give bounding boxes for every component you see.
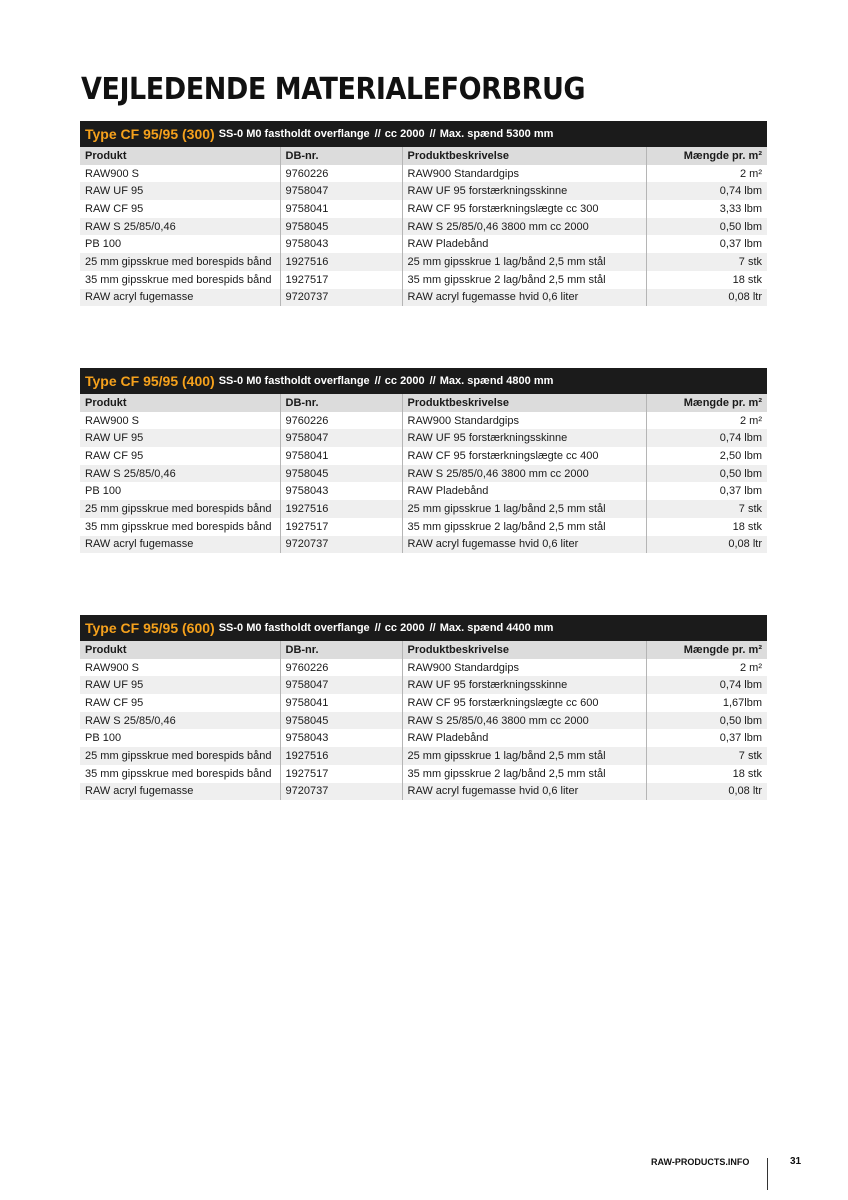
cell-db-nr: 9758043 [280, 729, 402, 747]
section-cc: cc 2000 [384, 375, 425, 387]
cell-db-nr: 9720737 [280, 289, 402, 307]
cell-maengde: 2 m² [646, 165, 767, 183]
cell-maengde: 0,50 lbm [646, 218, 767, 236]
cell-beskrivelse: RAW UF 95 forstærkningsskinne [402, 182, 646, 200]
cell-maengde: 0,74 lbm [646, 429, 767, 447]
cell-db-nr: 9720737 [280, 783, 402, 801]
cell-beskrivelse: RAW900 Standardgips [402, 659, 646, 677]
cell-maengde: 7 stk [646, 500, 767, 518]
cell-produkt: 25 mm gipsskrue med borespids bånd [80, 747, 280, 765]
table-row [80, 271, 767, 289]
materials-table [80, 147, 767, 306]
cell-db-nr: 9758045 [280, 218, 402, 236]
table-header-row [80, 394, 767, 412]
table-row [80, 500, 767, 518]
cell-produkt: RAW CF 95 [80, 694, 280, 712]
table-row [80, 200, 767, 218]
column-header-db-nr: DB-nr. [280, 641, 402, 659]
cell-produkt: RAW S 25/85/0,46 [80, 218, 280, 236]
table-row [80, 412, 767, 430]
cell-beskrivelse: RAW UF 95 forstærkningsskinne [402, 429, 646, 447]
section-type: Type CF 95/95 (300) [85, 126, 215, 142]
cell-db-nr: 1927516 [280, 747, 402, 765]
table-row [80, 694, 767, 712]
cell-beskrivelse: RAW acryl fugemasse hvid 0,6 liter [402, 289, 646, 307]
section-cc: cc 2000 [384, 128, 425, 140]
cell-beskrivelse: 35 mm gipsskrue 2 lag/bånd 2,5 mm stål [402, 271, 646, 289]
cell-maengde: 1,67lbm [646, 694, 767, 712]
cell-beskrivelse: RAW CF 95 forstærkningslægte cc 600 [402, 694, 646, 712]
cell-db-nr: 9760226 [280, 412, 402, 430]
cell-beskrivelse: RAW S 25/85/0,46 3800 mm cc 2000 [402, 712, 646, 730]
cell-db-nr: 9760226 [280, 165, 402, 183]
table-row [80, 235, 767, 253]
cell-beskrivelse: RAW Pladebånd [402, 729, 646, 747]
cell-beskrivelse: 35 mm gipsskrue 2 lag/bånd 2,5 mm stål [402, 765, 646, 783]
cell-produkt: 35 mm gipsskrue med borespids bånd [80, 518, 280, 536]
cell-beskrivelse: RAW CF 95 forstærkningslægte cc 400 [402, 447, 646, 465]
materials-table [80, 641, 767, 800]
cell-produkt: 25 mm gipsskrue med borespids bånd [80, 253, 280, 271]
cell-db-nr: 1927517 [280, 765, 402, 783]
table-row [80, 447, 767, 465]
cell-produkt: RAW UF 95 [80, 676, 280, 694]
section-fire-class: SS-0 M0 fastholdt overflange [218, 128, 370, 140]
cell-produkt: RAW CF 95 [80, 200, 280, 218]
cell-produkt: RAW acryl fugemasse [80, 783, 280, 801]
section-span: Max. spænd 4400 mm [439, 622, 554, 634]
cell-beskrivelse: RAW900 Standardgips [402, 412, 646, 430]
section-span: Max. spænd 4800 mm [439, 375, 554, 387]
cell-beskrivelse: 25 mm gipsskrue 1 lag/bånd 2,5 mm stål [402, 253, 646, 271]
table-row [80, 289, 767, 307]
cell-produkt: RAW S 25/85/0,46 [80, 712, 280, 730]
section-separator: // [429, 375, 436, 387]
cell-maengde: 2 m² [646, 659, 767, 677]
footer-divider [767, 1158, 768, 1190]
section-span: Max. spænd 5300 mm [439, 128, 554, 140]
page-title: VEJLEDENDE MATERIALEFORBRUG [81, 72, 586, 107]
cell-maengde: 0,08 ltr [646, 289, 767, 307]
table-row [80, 465, 767, 483]
cell-maengde: 0,08 ltr [646, 536, 767, 554]
cell-maengde: 18 stk [646, 765, 767, 783]
cell-db-nr: 1927516 [280, 500, 402, 518]
material-section-600 [80, 615, 767, 800]
column-header-beskrivelse: Produktbeskrivelse [402, 641, 646, 659]
cell-maengde: 7 stk [646, 253, 767, 271]
table-header-row [80, 641, 767, 659]
cell-beskrivelse: RAW900 Standardgips [402, 165, 646, 183]
table-row [80, 253, 767, 271]
cell-produkt: PB 100 [80, 482, 280, 500]
column-header-db-nr: DB-nr. [280, 147, 402, 165]
table-row [80, 429, 767, 447]
material-section-400 [80, 368, 767, 553]
section-fire-class: SS-0 M0 fastholdt overflange [218, 622, 370, 634]
cell-db-nr: 9758041 [280, 200, 402, 218]
section-separator: // [429, 622, 436, 634]
cell-db-nr: 9758047 [280, 676, 402, 694]
column-header-produkt: Produkt [80, 394, 280, 412]
cell-maengde: 0,37 lbm [646, 482, 767, 500]
table-row [80, 536, 767, 554]
table-row [80, 676, 767, 694]
cell-maengde: 18 stk [646, 271, 767, 289]
table-row [80, 182, 767, 200]
cell-produkt: RAW CF 95 [80, 447, 280, 465]
table-row [80, 218, 767, 236]
section-header [80, 368, 767, 394]
table-row [80, 783, 767, 801]
table-row [80, 729, 767, 747]
cell-beskrivelse: 35 mm gipsskrue 2 lag/bånd 2,5 mm stål [402, 518, 646, 536]
cell-beskrivelse: RAW Pladebånd [402, 482, 646, 500]
column-header-maengde: Mængde pr. m² [646, 147, 767, 165]
cell-db-nr: 1927517 [280, 518, 402, 536]
cell-maengde: 0,37 lbm [646, 235, 767, 253]
table-row [80, 165, 767, 183]
cell-produkt: RAW acryl fugemasse [80, 289, 280, 307]
cell-db-nr: 9720737 [280, 536, 402, 554]
column-header-maengde: Mængde pr. m² [646, 641, 767, 659]
column-header-db-nr: DB-nr. [280, 394, 402, 412]
cell-beskrivelse: RAW acryl fugemasse hvid 0,6 liter [402, 536, 646, 554]
cell-db-nr: 9760226 [280, 659, 402, 677]
materials-table [80, 394, 767, 553]
cell-beskrivelse: 25 mm gipsskrue 1 lag/bånd 2,5 mm stål [402, 747, 646, 765]
cell-db-nr: 1927517 [280, 271, 402, 289]
material-section-300 [80, 121, 767, 306]
cell-produkt: 35 mm gipsskrue med borespids bånd [80, 271, 280, 289]
cell-produkt: RAW900 S [80, 165, 280, 183]
cell-produkt: 25 mm gipsskrue med borespids bånd [80, 500, 280, 518]
column-header-beskrivelse: Produktbeskrivelse [402, 394, 646, 412]
cell-produkt: RAW UF 95 [80, 182, 280, 200]
section-header [80, 121, 767, 147]
section-separator: // [374, 128, 381, 140]
cell-beskrivelse: RAW UF 95 forstærkningsskinne [402, 676, 646, 694]
cell-db-nr: 9758043 [280, 482, 402, 500]
footer-website-link[interactable]: RAW-PRODUCTS.INFO [651, 1157, 750, 1167]
cell-db-nr: 9758045 [280, 712, 402, 730]
table-row [80, 712, 767, 730]
cell-produkt: RAW900 S [80, 412, 280, 430]
cell-db-nr: 9758041 [280, 694, 402, 712]
cell-produkt: PB 100 [80, 729, 280, 747]
cell-produkt: RAW900 S [80, 659, 280, 677]
cell-maengde: 0,74 lbm [646, 676, 767, 694]
cell-beskrivelse: RAW S 25/85/0,46 3800 mm cc 2000 [402, 218, 646, 236]
cell-maengde: 0,08 ltr [646, 783, 767, 801]
cell-db-nr: 9758043 [280, 235, 402, 253]
cell-beskrivelse: 25 mm gipsskrue 1 lag/bånd 2,5 mm stål [402, 500, 646, 518]
cell-maengde: 18 stk [646, 518, 767, 536]
column-header-beskrivelse: Produktbeskrivelse [402, 147, 646, 165]
cell-maengde: 0,37 lbm [646, 729, 767, 747]
section-separator: // [374, 375, 381, 387]
cell-maengde: 2,50 lbm [646, 447, 767, 465]
section-cc: cc 2000 [384, 622, 425, 634]
cell-beskrivelse: RAW S 25/85/0,46 3800 mm cc 2000 [402, 465, 646, 483]
cell-maengde: 0,74 lbm [646, 182, 767, 200]
cell-maengde: 0,50 lbm [646, 465, 767, 483]
cell-beskrivelse: RAW acryl fugemasse hvid 0,6 liter [402, 783, 646, 801]
cell-beskrivelse: RAW Pladebånd [402, 235, 646, 253]
table-header-row [80, 147, 767, 165]
page-number: 31 [790, 1156, 802, 1167]
cell-produkt: RAW S 25/85/0,46 [80, 465, 280, 483]
table-row [80, 482, 767, 500]
cell-produkt: RAW acryl fugemasse [80, 536, 280, 554]
cell-maengde: 7 stk [646, 747, 767, 765]
column-header-maengde: Mængde pr. m² [646, 394, 767, 412]
cell-db-nr: 9758047 [280, 429, 402, 447]
section-type: Type CF 95/95 (400) [85, 373, 215, 389]
table-row [80, 765, 767, 783]
section-separator: // [374, 622, 381, 634]
cell-db-nr: 9758041 [280, 447, 402, 465]
cell-produkt: PB 100 [80, 235, 280, 253]
cell-beskrivelse: RAW CF 95 forstærkningslægte cc 300 [402, 200, 646, 218]
column-header-produkt: Produkt [80, 147, 280, 165]
section-separator: // [429, 128, 436, 140]
section-header [80, 615, 767, 641]
cell-maengde: 2 m² [646, 412, 767, 430]
cell-maengde: 0,50 lbm [646, 712, 767, 730]
section-type: Type CF 95/95 (600) [85, 620, 215, 636]
table-row [80, 747, 767, 765]
table-row [80, 518, 767, 536]
column-header-produkt: Produkt [80, 641, 280, 659]
cell-db-nr: 9758047 [280, 182, 402, 200]
cell-produkt: 35 mm gipsskrue med borespids bånd [80, 765, 280, 783]
cell-maengde: 3,33 lbm [646, 200, 767, 218]
cell-db-nr: 1927516 [280, 253, 402, 271]
table-row [80, 659, 767, 677]
cell-produkt: RAW UF 95 [80, 429, 280, 447]
section-fire-class: SS-0 M0 fastholdt overflange [218, 375, 370, 387]
cell-db-nr: 9758045 [280, 465, 402, 483]
